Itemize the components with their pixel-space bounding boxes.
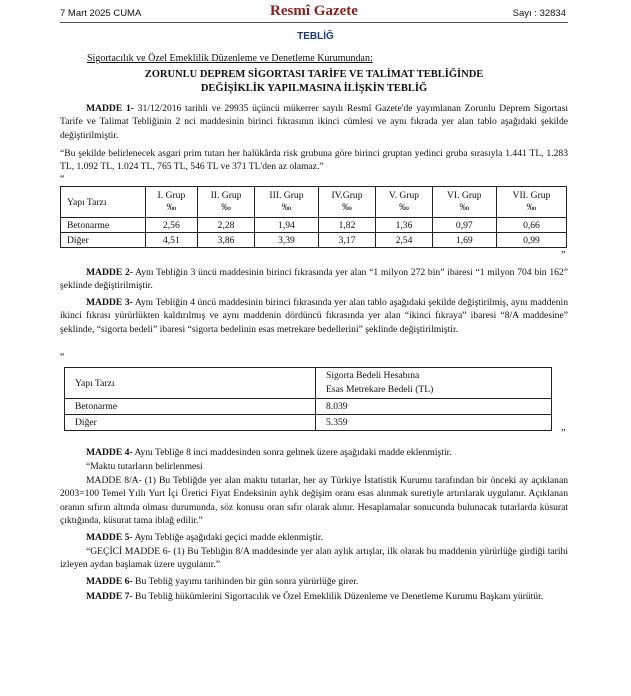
table-cell: 0,97 bbox=[432, 218, 496, 233]
group-unit: ‰ bbox=[459, 202, 470, 213]
article-1-paragraph bbox=[60, 102, 568, 142]
header-divider bbox=[60, 22, 568, 23]
article-6-paragraph bbox=[60, 575, 568, 588]
regulation-title-line-2: DEĞİŞİKLİK YAPILMASINA İLİŞKİN TEBLİĞ bbox=[200, 83, 428, 94]
group-unit: ‰ bbox=[342, 202, 352, 213]
table-cell: 1,82 bbox=[318, 218, 376, 233]
table-cell: 1,94 bbox=[255, 218, 318, 233]
row-label: Betonarme bbox=[61, 218, 146, 233]
quote-open-mark: “ bbox=[60, 174, 65, 185]
cost-header-line-2: Esas Metrekare Bedeli (TL) bbox=[326, 384, 434, 395]
article-4-subheading: “Maktu tutarların belirlenmesi bbox=[86, 461, 203, 472]
article-4-text: Aynı Tebliğe 8 inci maddesinden sonra gelmek üzere aşağıdaki madde eklenmiştir. bbox=[132, 447, 452, 458]
quote-open-mark: “ bbox=[60, 352, 65, 363]
article-1-text: 31/12/2016 tarihli ve 29935 üçüncü mükerrer sayılı Resmî Gazete'de yayımlanan Zorunlu Deprem Sigortası Tarife ve Talimat Tebliğinin 2 nci maddesinin birinci fıkrasının ikinci cümlesi ve aynı fıkrada yer alan tablo aşağıdaki şekilde değiştirilmiştir. bbox=[60, 103, 568, 141]
table-header-row bbox=[65, 368, 552, 399]
article-3-label: MADDE 3- bbox=[86, 297, 133, 308]
article-3-text: Aynı Tebliğin 4 üncü maddesinin birinci fıkrasında yer alan tablo aşağıdaki şekilde değiştirilmiş, aynı maddenin ikinci fıkrası yürürlükten kaldırılmış ve aynı maddenin dördüncü fıkrasında yer alan “ikinci fıkraya” ibaresi “8/A maddesine” şeklinde, “sigorta bedeli” ibaresi “sigorta bedelinin esas metrekare bedellerini” şeklinde değiştirilmiştir. bbox=[60, 297, 568, 335]
group-header-cell bbox=[318, 187, 376, 218]
cost-header-cell bbox=[316, 368, 552, 399]
group-name: V. Grup bbox=[388, 189, 420, 201]
group-name: VI. Grup bbox=[446, 189, 482, 201]
row-label: Diğer bbox=[65, 415, 316, 431]
table-cell: 2,28 bbox=[197, 218, 255, 233]
group-unit: ‰ bbox=[526, 202, 537, 213]
group-header-cell bbox=[255, 187, 318, 218]
article-6-label: MADDE 6- bbox=[86, 576, 133, 587]
table-cell: 2,54 bbox=[376, 233, 432, 248]
group-name: VII. Grup bbox=[512, 189, 551, 201]
table-cell: 8.039 bbox=[316, 399, 552, 415]
group-unit: ‰ bbox=[166, 202, 177, 213]
article-5-text: Aynı Tebliğe aşağıdaki geçici madde eklenmiştir. bbox=[132, 532, 324, 543]
article-5-paragraph bbox=[60, 531, 568, 544]
article-2-label: MADDE 2- bbox=[86, 267, 133, 278]
article-5-label: MADDE 5- bbox=[86, 532, 133, 543]
article-2-text: Aynı Tebliğin 3 üncü maddesinin birinci fıkrasında yer alan “1 milyon 272 bin” ibaresi “1 milyon 704 bin 162” şeklinde değiştirilmiştir. bbox=[60, 267, 568, 292]
row-label: Betonarme bbox=[65, 399, 316, 415]
group-header-cell bbox=[197, 187, 255, 218]
table-cell: 1,69 bbox=[432, 233, 496, 248]
table-cell: 2,56 bbox=[146, 218, 198, 233]
premium-rate-table bbox=[60, 186, 567, 248]
page-header bbox=[60, 2, 568, 24]
table-cell: 0,66 bbox=[496, 218, 566, 233]
table-row bbox=[65, 415, 552, 431]
group-header-cell bbox=[376, 187, 432, 218]
table-row bbox=[65, 399, 552, 415]
article-1-quote: “Bu şekilde belirlenecek asgari prim tutarı her halükârda risk grubuna göre birinci gruptan yedinci gruba sırasıyla 1.441 TL, 1.283 TL, 1.092 TL, 1.024 TL, 765 TL, 546 TL ve 371 TL'den az olamaz.” bbox=[60, 148, 568, 173]
header-title: Resmî Gazete bbox=[270, 3, 358, 19]
article-4-body: MADDE 8/A- (1) Bu Tebliğde yer alan maktu tutarlar, her ay Türkiye İstatistik Kurumu tarafından bir önceki ay açıklanan 2003=100 Temel Yıllı Yurt İçi Üretici Fiyat Endeksinin aylık değişim oranı esas alınmak suretiyle artırılarak uygulanır. Açıklanan oranın sıfırın altında olması durumunda, söz konusu oran sıfır olarak alınır. Hesaplamalar sonucunda bulunacak tutarlarda küsurat çıktığında, küsurat tama iblağ edilir.” bbox=[60, 475, 568, 527]
group-header-cell bbox=[432, 187, 496, 218]
article-4-paragraph bbox=[60, 446, 568, 459]
table-cell: 3,17 bbox=[318, 233, 376, 248]
table-cell: 5.359 bbox=[316, 415, 552, 431]
article-7-paragraph bbox=[60, 590, 568, 603]
quote-close-mark: ” bbox=[561, 250, 566, 261]
group-name: I. Grup bbox=[157, 189, 186, 201]
group-name: III. Grup bbox=[269, 189, 304, 201]
group-header-cell bbox=[146, 187, 198, 218]
group-name: II. Grup bbox=[210, 189, 242, 201]
group-unit: ‰ bbox=[221, 202, 231, 213]
row-label: Diğer bbox=[61, 233, 146, 248]
table-corner-cell: Yapı Tarzı bbox=[65, 368, 316, 399]
institution-line: Sigortacılık ve Özel Emeklilik Düzenleme ve Denetleme Kurumundan: bbox=[87, 53, 373, 64]
header-issue: Sayı : 32834 bbox=[512, 8, 566, 19]
group-unit: ‰ bbox=[281, 202, 292, 213]
quote-close-mark: ” bbox=[561, 428, 566, 439]
article-6-text: Bu Tebliğ yayımı tarihinden bir gün sonra yürürlüğe girer. bbox=[132, 576, 359, 587]
group-name: IV.Grup bbox=[331, 189, 363, 201]
header-date: 7 Mart 2025 CUMA bbox=[60, 8, 142, 19]
article-3-paragraph bbox=[60, 296, 568, 336]
regulation-title-line-1: ZORUNLU DEPREM SİGORTASI TARİFE VE TALİMAT TEBLİĞİNDE bbox=[144, 69, 484, 80]
article-5-body: “GEÇİCİ MADDE 6- (1) Bu Tebliğin 8/A maddesinde yer alan aylık artışlar, ilk olarak bu maddenin yürürlüğe girdiği tarihi izleyen aydan başlamak üzere uygulanır.” bbox=[60, 546, 568, 571]
table-corner-cell: Yapı Tarzı bbox=[61, 187, 146, 218]
section-heading: TEBLİĞ bbox=[297, 31, 334, 42]
article-1-label: MADDE 1- bbox=[86, 103, 134, 114]
table-header-row bbox=[61, 187, 567, 218]
table-row bbox=[61, 218, 567, 233]
table-row bbox=[61, 233, 567, 248]
table-cell: 3,39 bbox=[255, 233, 318, 248]
article-7-label: MADDE 7- bbox=[86, 591, 133, 602]
cost-header-line-1: Sigorta Bedeli Hesabına bbox=[326, 370, 420, 381]
square-meter-cost-table bbox=[64, 367, 552, 431]
article-4-label: MADDE 4- bbox=[86, 447, 133, 458]
table-cell: 4,51 bbox=[146, 233, 198, 248]
table-cell: 0,99 bbox=[496, 233, 566, 248]
table-cell: 1,36 bbox=[376, 218, 432, 233]
table-cell: 3,86 bbox=[197, 233, 255, 248]
group-unit: ‰ bbox=[399, 202, 409, 213]
article-7-text: Bu Tebliğ hükümlerini Sigortacılık ve Özel Emeklilik Düzenleme ve Denetleme Kurumu Başkanı yürütür. bbox=[132, 591, 544, 602]
article-2-paragraph bbox=[60, 266, 568, 293]
group-header-cell bbox=[496, 187, 566, 218]
